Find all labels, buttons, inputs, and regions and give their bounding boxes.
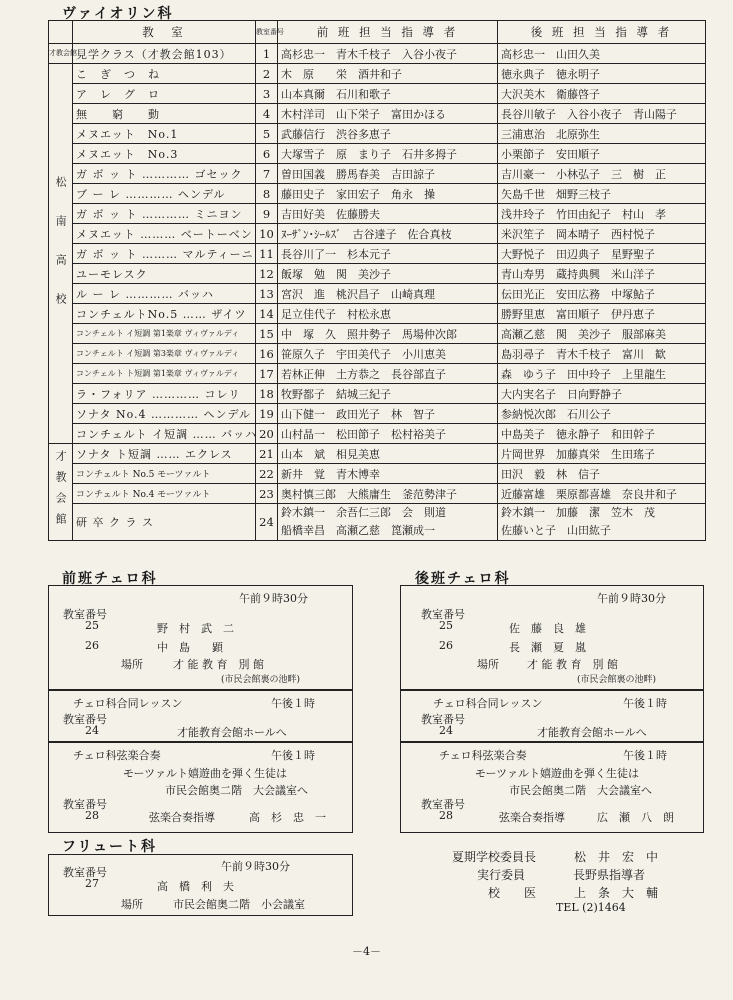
table-row (49, 504, 706, 541)
place-note: (市民会館裏の池畔) (577, 675, 657, 685)
ensemble-title: チェロ科合同レッスン (433, 697, 543, 710)
strings-note: モーツァルト嬉遊曲を弾く生徒は (475, 767, 640, 780)
table-row (49, 424, 706, 444)
class-name: メヌエット ……… ベートーベン (73, 224, 256, 244)
table-header-row (49, 21, 706, 44)
header-blank (49, 21, 73, 44)
ensemble-place: 才能教育会館ホールへ (177, 726, 287, 739)
flute-heading: フリュート科 (62, 839, 158, 855)
back-instructors: 浅井玲子 竹田由紀子 村山 孝 (498, 204, 706, 224)
back-instructors: 大野悦子 田辺典子 星野聖子 (498, 244, 706, 264)
class-name: コンチェルト イ短調 第3楽章 ヴィヴァルディ (73, 344, 256, 364)
front-instructors: 宮沢 進 桃沢昌子 山崎真理 (278, 284, 498, 304)
room-number-label: 教室番号 (63, 608, 107, 621)
front-cello-heading: 前班チェロ科 (62, 571, 158, 587)
front-instructors: 木 原 栄 酒井和子 (278, 64, 498, 84)
front-instructors (278, 504, 498, 541)
front-instructors: 大塚雪子 原 まり子 石井多拇子 (278, 144, 498, 164)
strings-lead-label: 弦楽合奏指導 (149, 811, 215, 824)
table-row (49, 64, 706, 84)
table-row (49, 284, 706, 304)
front-instructors: 山下健一 政田光子 林 智子 (278, 404, 498, 424)
back-instructors: 徳永典子 徳永明子 (498, 64, 706, 84)
strings-lead-name: 高 杉 忠 一 (249, 811, 326, 824)
ensemble-place: 才能教育会館ホールへ (537, 726, 647, 739)
room-number: 23 (256, 484, 278, 504)
committee-doctor-label: 校 医 (488, 886, 537, 900)
table-row (49, 344, 706, 364)
front-cello-morning-box (48, 585, 353, 691)
front-instructors: 山本真爾 石川和歌子 (278, 84, 498, 104)
time-label: 午前９時30分 (221, 860, 290, 873)
back-cello-morning-box (400, 585, 704, 691)
strings-time: 午後１時 (271, 749, 315, 762)
front-line-2: 船橋幸昌 高瀬乙慈 箆瀬成一 (281, 524, 435, 537)
back-instructors: 森 ゆう子 田中玲子 上里龍生 (498, 364, 706, 384)
back-instructors (498, 504, 706, 541)
front-instructors: 藤田史子 家田宏子 角永 操 (278, 184, 498, 204)
teacher-name: 中 島 顕 (157, 641, 223, 654)
front-cello-strings-box (48, 741, 353, 833)
ensemble-time: 午後１時 (271, 697, 315, 710)
class-name: ブ ー レ ………… ヘンデル (73, 184, 256, 204)
front-instructors: 飯塚 勉 関 美沙子 (278, 264, 498, 284)
front-instructors: 曽田国義 勝馬春美 吉田諒子 (278, 164, 498, 184)
table-row (49, 304, 706, 324)
back-line-2: 佐藤いと子 山田紘子 (501, 524, 611, 537)
ensemble-title: チェロ科合同レッスン (73, 697, 183, 710)
class-name: コンチェルト No.4 モーツァルト (73, 484, 256, 504)
front-instructors: 武藤信行 渋谷多恵子 (278, 124, 498, 144)
section-label (49, 444, 73, 541)
back-instructors: 島羽尋子 青木千枝子 富川 歓 (498, 344, 706, 364)
room-number: 13 (256, 284, 278, 304)
front-instructors: 中 塚 久 照井勢子 馬場仲次郎 (278, 324, 498, 344)
page-number: －4－ (352, 945, 381, 958)
room-number: 5 (256, 124, 278, 144)
class-name: 無 窮 動 (73, 104, 256, 124)
room-number: 7 (256, 164, 278, 184)
table-row (49, 144, 706, 164)
front-instructors: 吉田好美 佐藤勝夫 (278, 204, 498, 224)
violin-heading: ヴァイオリン科 (62, 6, 174, 22)
header-room-number: 教室番号 (256, 21, 278, 44)
front-instructors: 足立佳代子 村松永恵 (278, 304, 498, 324)
front-instructors: 山本 斌 相見美恵 (278, 444, 498, 464)
table-row (49, 224, 706, 244)
room-number: 25 (439, 619, 453, 632)
room-number: 1 (256, 44, 278, 64)
room-number-label: 教室番号 (421, 608, 465, 621)
table-row (49, 384, 706, 404)
place-label: 場所 (121, 658, 143, 671)
class-name: ガ ボ ッ ト ……… マルティーニ (73, 244, 256, 264)
section-label-text: 才教会館 (54, 450, 68, 534)
front-instructors: 若林正伸 土方恭之 長谷部直子 (278, 364, 498, 384)
front-cello-ensemble-box (48, 689, 353, 743)
time-label: 午前９時30分 (239, 592, 308, 605)
back-instructors: 矢島千世 畑野三枝子 (498, 184, 706, 204)
strings-note: 市民会館奥二階 大会議室へ (509, 784, 652, 797)
class-name: コンチェルト No.5 モーツァルト (73, 464, 256, 484)
table-row (49, 404, 706, 424)
strings-title: チェロ科弦楽合奏 (439, 749, 527, 762)
back-instructors: 大内実名子 日向野静子 (498, 384, 706, 404)
back-instructors: 伝田光正 安田広務 中塚鮎子 (498, 284, 706, 304)
teacher-name: 高 橋 利 夫 (157, 880, 234, 893)
committee-exec-name: 長野県指導者 (573, 868, 646, 882)
violin-schedule-table (48, 20, 706, 541)
room-number: 24 (439, 724, 453, 737)
table-row (49, 244, 706, 264)
place-label: 場所 (477, 658, 499, 671)
room-number: 6 (256, 144, 278, 164)
header-room: 教 室 (73, 21, 256, 44)
teacher-name: 長 瀬 夏 嵐 (509, 641, 586, 654)
back-line-1: 鈴木鎮一 加藤 潔 笠木 茂 (501, 506, 655, 519)
front-instructors: 高杉忠一 青木千枝子 入谷小夜子 (278, 44, 498, 64)
header-back-instructors: 後 班 担 当 指 導 者 (498, 21, 706, 44)
committee-doctor-name: 上 条 大 輔 (574, 886, 659, 900)
class-name: メヌエット No.3 (73, 144, 256, 164)
table-row (49, 164, 706, 184)
back-instructors: 青山寿男 蔵持典興 米山洋子 (498, 264, 706, 284)
back-instructors: 高瀬乙慈 関 美沙子 服部麻美 (498, 324, 706, 344)
table-row (49, 484, 706, 504)
committee-exec-label: 実行委員 (477, 868, 526, 882)
telephone: TEL (2)1464 (556, 901, 626, 914)
room-number: 14 (256, 304, 278, 324)
class-name: こ ぎ つ ね (73, 64, 256, 84)
class-name: ユーモレスク (73, 264, 256, 284)
room-number: 17 (256, 364, 278, 384)
room-number-label: 教室番号 (63, 866, 107, 879)
room-number: 26 (85, 639, 99, 652)
front-instructors: 牧野都子 結城三紀子 (278, 384, 498, 404)
front-instructors: 木村洋司 山下栄子 富田かほる (278, 104, 498, 124)
place-label: 場所 (121, 898, 143, 911)
flute-box (48, 854, 353, 916)
room-number: 2 (256, 64, 278, 84)
front-instructors: 山村晶一 松田節子 松村裕美子 (278, 424, 498, 444)
back-instructors: 吉川豪一 小林弘子 三 樹 正 (498, 164, 706, 184)
class-name: ガ ボ ッ ト ………… ゴセック (73, 164, 256, 184)
table-row (49, 184, 706, 204)
table-row (49, 84, 706, 104)
table-row (49, 44, 706, 64)
front-instructors: ﾇｰｻﾞﾝ･ｼｰﾙｽﾞ 古谷達子 佐合真枝 (278, 224, 498, 244)
section-label: 才教会館 (49, 44, 73, 64)
back-instructors: 片岡世界 加藤真栄 生田瑤子 (498, 444, 706, 464)
room-number: 16 (256, 344, 278, 364)
room-number: 22 (256, 464, 278, 484)
room-number: 9 (256, 204, 278, 224)
strings-lead-name: 広 瀬 八 朗 (597, 811, 674, 824)
class-name: メヌエット No.1 (73, 124, 256, 144)
strings-note: 市民会館奥二階 大会議室へ (165, 784, 308, 797)
back-instructors: 勝野里恵 富田順子 伊丹恵子 (498, 304, 706, 324)
class-name: ラ・フォリア ………… コレリ (73, 384, 256, 404)
back-cello-heading: 後班チェロ科 (415, 571, 511, 587)
table-row (49, 104, 706, 124)
strings-lead-label: 弦楽合奏指導 (499, 811, 565, 824)
teacher-name: 野 村 武 二 (157, 622, 234, 635)
room-number: 24 (85, 724, 99, 737)
room-number: 28 (85, 809, 99, 822)
room-number: 20 (256, 424, 278, 444)
room-number: 28 (439, 809, 453, 822)
class-name: コンチェルト イ短調 第1楽章 ヴィヴァルディ (73, 324, 256, 344)
room-number: 15 (256, 324, 278, 344)
class-name: ソナタ ト短調 …… エクレス (73, 444, 256, 464)
class-name: ア レ グ ロ (73, 84, 256, 104)
room-number: 21 (256, 444, 278, 464)
back-instructors: 小栗節子 安田順子 (498, 144, 706, 164)
room-number: 25 (85, 619, 99, 632)
class-name: ガ ボ ッ ト ………… ミニヨン (73, 204, 256, 224)
room-number: 19 (256, 404, 278, 424)
strings-title: チェロ科弦楽合奏 (73, 749, 161, 762)
room-number: 11 (256, 244, 278, 264)
back-cello-ensemble-box (400, 689, 704, 743)
room-number-label: 教室番号 (421, 713, 465, 726)
back-instructors: 長谷川敏子 入谷小夜子 青山陽子 (498, 104, 706, 124)
room-number: 8 (256, 184, 278, 204)
front-instructors: 笹原久子 宇田美代子 小川恵美 (278, 344, 498, 364)
class-name: コンチェルトNo.5 …… ザイツ (73, 304, 256, 324)
table-row (49, 264, 706, 284)
class-name: ル ー レ ………… バッハ (73, 284, 256, 304)
place-value: 才 能 教 育 別 館 (527, 658, 618, 671)
front-line-1: 鈴木鎮一 余吾仁三郎 会 則道 (281, 506, 446, 519)
strings-note: モーツァルト嬉遊曲を弾く生徒は (123, 767, 288, 780)
committee-chair-name: 松 井 宏 中 (574, 850, 659, 864)
back-instructors: 大沢美木 衛藤啓子 (498, 84, 706, 104)
back-cello-strings-box (400, 741, 704, 833)
table-row (49, 124, 706, 144)
place-note: (市民会館裏の池畔) (221, 675, 301, 685)
class-name: 見学クラス（才教会館103） (73, 44, 256, 64)
back-instructors: 中島美子 徳永静子 和田幹子 (498, 424, 706, 444)
room-number: 18 (256, 384, 278, 404)
table-row (49, 444, 706, 464)
front-instructors: 長谷川了一 杉本元子 (278, 244, 498, 264)
class-name: ソナタ No.4 ………… ヘンデル (73, 404, 256, 424)
room-number: 12 (256, 264, 278, 284)
back-instructors: 高杉忠一 山田久美 (498, 44, 706, 64)
place-value: 才 能 教 育 別 館 (173, 658, 264, 671)
ensemble-time: 午後１時 (623, 697, 667, 710)
back-instructors: 参納悦次郎 石川公子 (498, 404, 706, 424)
committee-chair-label: 夏期学校委員長 (452, 850, 537, 864)
room-number: 10 (256, 224, 278, 244)
time-label: 午前９時30分 (597, 592, 666, 605)
class-name: 研 卒 ク ラ ス (73, 504, 256, 541)
room-number: 24 (256, 504, 278, 541)
back-instructors: 米沢笙子 岡本晴子 西村悦子 (498, 224, 706, 244)
back-instructors: 田沢 毅 林 信子 (498, 464, 706, 484)
room-number-label: 教室番号 (63, 798, 107, 811)
room-number-label: 教室番号 (421, 798, 465, 811)
back-instructors: 近藤富雄 栗原都喜雄 奈良井和子 (498, 484, 706, 504)
room-number-label: 教室番号 (63, 713, 107, 726)
room-number: 4 (256, 104, 278, 124)
room-number: 27 (85, 877, 99, 890)
front-instructors: 奥村慎三郎 大熊庸生 釜范勢津子 (278, 484, 498, 504)
section-label-text: 松南高校 (54, 175, 68, 332)
front-instructors: 新井 覚 青木博幸 (278, 464, 498, 484)
class-name: コンチェルト イ短調 …… バッハ (73, 424, 256, 444)
back-instructors: 三浦恵治 北原弥生 (498, 124, 706, 144)
place-value: 市民会館奥二階 小会議室 (173, 898, 305, 911)
header-front-instructors: 前 班 担 当 指 導 者 (278, 21, 498, 44)
table-row (49, 204, 706, 224)
teacher-name: 佐 藤 良 雄 (509, 622, 586, 635)
table-row (49, 464, 706, 484)
strings-time: 午後１時 (623, 749, 667, 762)
room-number: 26 (439, 639, 453, 652)
table-row (49, 364, 706, 384)
table-row (49, 324, 706, 344)
class-name: コンチェルト ト短調 第1楽章 ヴィヴァルディ (73, 364, 256, 384)
room-number: 3 (256, 84, 278, 104)
section-label (49, 64, 73, 444)
